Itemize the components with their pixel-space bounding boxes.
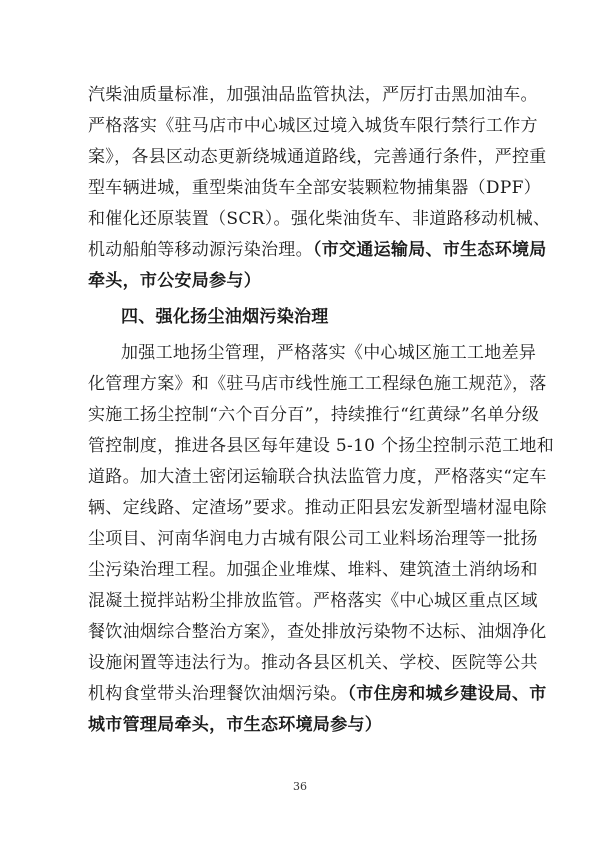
paragraph-2-line-10: 餐饮油烟综合整治方案》，查处排放污染物不达标、油烟净化 xyxy=(88,622,547,642)
paragraph-2-responsible-units-cont: 城市管理局牵头，市生态环境局参与） xyxy=(88,715,383,735)
paragraph-1-responsible-units-cont: 牵头，市公安局参与） xyxy=(88,271,261,291)
paragraph-2-line-6: 辆、定线路、定渣场”要求。推动正阳县宏发新型墙材湿电除 xyxy=(88,498,547,518)
paragraph-2-line-11: 设施闲置等违法行为。推动各县区机关、学校、医院等公共 xyxy=(88,653,538,673)
paragraph-1-line-6 xyxy=(88,235,547,266)
paragraph-2-responsible-units: （市住房和城乡建设局、市 xyxy=(347,684,547,704)
paragraph-2-line-8: 尘污染治理工程。加强企业堆煤、堆料、建筑渣土消纳场和 xyxy=(88,560,538,580)
paragraph-2-line-5: 道路。加大渣土密闭运输联合执法监管力度，严格落实“定车 xyxy=(88,467,547,487)
paragraph-1-line-1: 汽柴油质量标准，加强油品监管执法，严厉打击黑加油车。 xyxy=(88,85,538,105)
paragraph-2-line-12 xyxy=(88,679,547,710)
paragraph-2-line-1: 加强工地扬尘管理，严格落实《中心城区施工工地差异 xyxy=(121,343,537,363)
paragraph-2-line-7: 尘项目、河南华润电力古城有限公司工业料场治理等一批扬 xyxy=(88,529,538,549)
paragraph-1-line-6-text: 机动船舶等移动源污染治理。 xyxy=(88,240,313,260)
paragraph-2-line-9: 混凝土搅拌站粉尘排放监管。严格落实《中心城区重点区域 xyxy=(88,591,538,611)
section-heading: 四、强化扬尘油烟污染治理 xyxy=(121,307,329,327)
paragraph-2-line-3: 实施工扬尘控制“六个百分百”，持续推行“红黄绿”名单分级 xyxy=(88,405,540,425)
paragraph-1-line-5: 和催化还原装置（SCR）。强化柴油货车、非道路移动机械、 xyxy=(88,209,551,229)
paragraph-1-responsible-units: （市交通运输局、市生态环境局 xyxy=(312,240,547,260)
paragraph-2-line-4: 管控制度，推进各县区每年建设 5-10 个扬尘控制示范工地和 xyxy=(88,436,554,456)
paragraph-2-line-2: 化管理方案》和《驻马店市线性施工工程绿色施工规范》，落 xyxy=(88,374,547,394)
page-number: 36 xyxy=(293,780,307,793)
paragraph-1-line-2: 严格落实《驻马店市中心城区过境入城货车限行禁行工作方 xyxy=(88,116,538,136)
paragraph-1-line-3: 案》，各县区动态更新绕城通道路线，完善通行条件，严控重 xyxy=(88,147,547,167)
paragraph-2-line-12-text: 机构食堂带头治理餐饮油烟污染。 xyxy=(88,684,348,704)
paragraph-1-line-4: 型车辆进城，重型柴油货车全部安装颗粒物捕集器（DPF） xyxy=(88,178,541,198)
